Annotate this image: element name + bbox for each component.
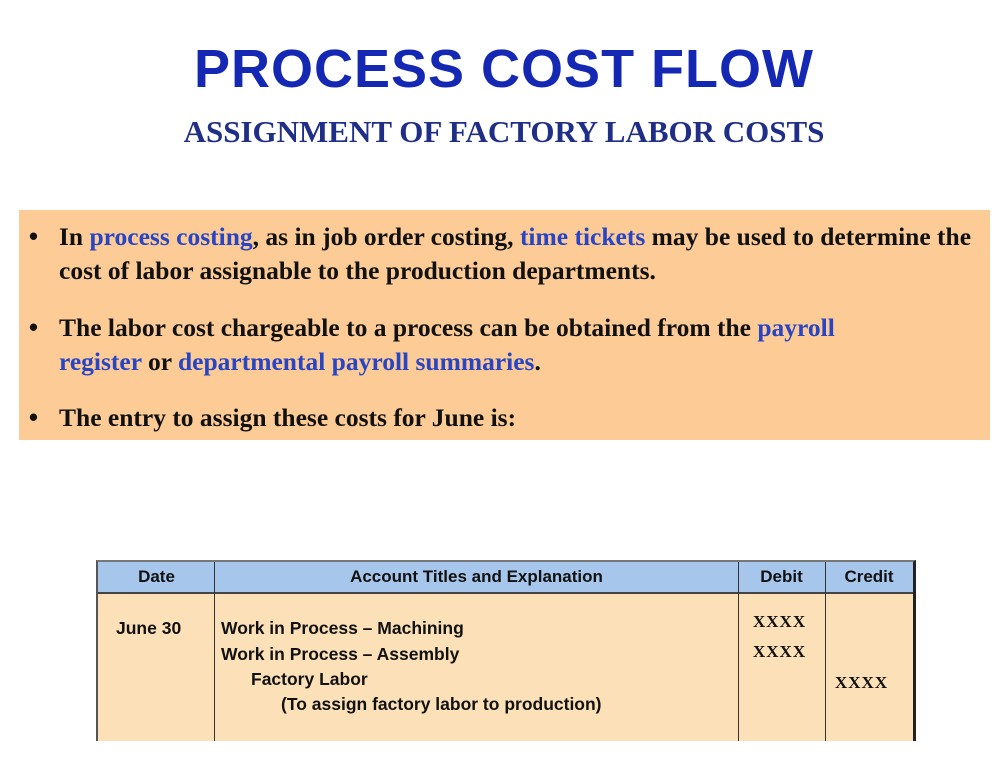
header-account-titles: Account Titles and Explanation xyxy=(350,567,603,586)
page-subtitle: ASSIGNMENT OF FACTORY LABOR COSTS xyxy=(183,114,825,149)
header-date: Date xyxy=(138,567,175,586)
bullet-item xyxy=(29,220,978,288)
bullet-icon: • xyxy=(29,404,38,432)
page-title: PROCESS COST FLOW xyxy=(193,39,815,99)
journal-entry-table xyxy=(96,560,916,741)
term-departmental-payroll-summaries: departmental payroll summaries xyxy=(177,347,535,376)
bullet-text: The labor cost chargeable to a process can be obtained from the payroll register or departmental payroll summaries. xyxy=(59,313,835,376)
bullet-icon: • xyxy=(29,223,38,251)
term-payroll-register: payroll register xyxy=(59,313,835,376)
term-process-costing: process costing xyxy=(89,222,253,251)
column-divider xyxy=(214,562,215,741)
bullet-item xyxy=(29,311,978,379)
bullet-text: The entry to assign these costs for June is: xyxy=(59,403,517,432)
bullet-icon: • xyxy=(29,314,38,342)
account-line: Factory Labor xyxy=(251,669,368,689)
table-header-row xyxy=(98,562,913,594)
account-line: Work in Process – Machining xyxy=(221,618,464,638)
bullet-panel xyxy=(19,210,990,440)
entry-date: June 30 xyxy=(116,618,182,638)
debit-amount: XXXX xyxy=(753,642,807,661)
credit-amount: XXXX xyxy=(835,673,889,692)
header-debit: Debit xyxy=(760,567,803,586)
explanation-line: (To assign factory labor to production) xyxy=(281,694,602,714)
column-divider xyxy=(738,562,739,741)
column-divider xyxy=(825,562,826,741)
account-line: Work in Process – Assembly xyxy=(221,644,460,664)
header-credit: Credit xyxy=(844,567,894,586)
term-time-tickets: time tickets xyxy=(519,222,646,251)
debit-amount: XXXX xyxy=(753,612,807,631)
bullet-item xyxy=(29,401,978,435)
bullet-text: In process costing, as in job order costing, time tickets may be used to determine the cost of labor assignable to the production departments. xyxy=(59,222,972,285)
